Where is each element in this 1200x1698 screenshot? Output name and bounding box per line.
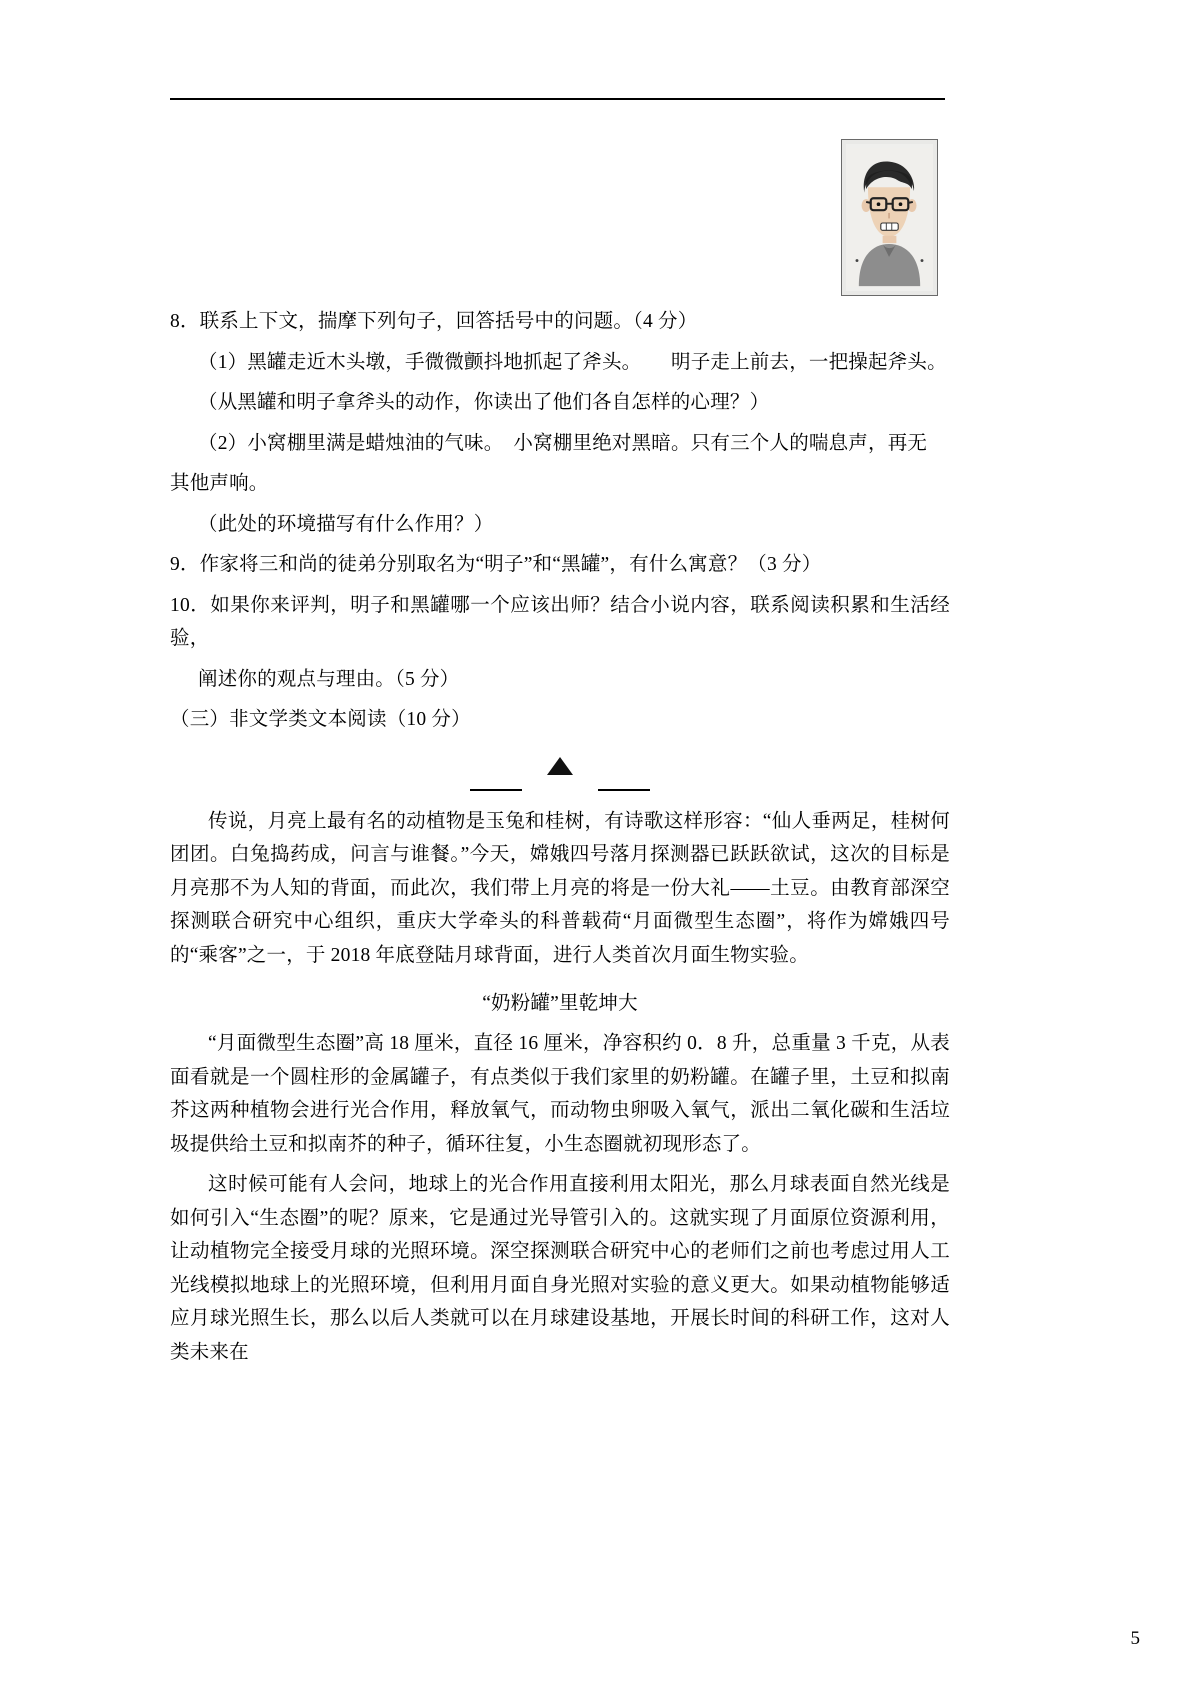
title-rule-left <box>470 789 522 791</box>
question-8-stem: 8．联系上下文，揣摩下列句子，回答括号中的问题。（4 分） <box>170 311 698 332</box>
article-paragraph-1: 传说，月亮上最有名的动植物是玉兔和桂树，有诗歌这样形容：“仙人垂两足，桂树何团团。白兔捣药成，问言与谁餐。”今天，嫦娥四号落月探测器已跃跃欲试，这次的目标是月亮那不为人知的背面，而此次，我们带上月亮的将是一份大礼——土豆。由教育部深空探测联合研究中心组织，重庆大学牵头的科普载荷“月面微型生态圈”，将作为嫦娥四号的“乘客”之一，于 2018 年底登陆月球背面，进行人类首次月面生物实验。 <box>170 810 950 966</box>
avatar <box>841 139 938 296</box>
question-8-part-2-prompt: （此处的环境描写有什么作用？） <box>198 513 494 535</box>
article-subheading: “奶粉罐”里乾坤大 <box>482 992 638 1014</box>
question-8-part-1: （1）黑罐走近木头墩，手微微颤抖地抓起了斧头。 明子走上前去，一把操起斧头。 <box>198 351 947 373</box>
article-paragraph-3: 这时候可能有人会问，地球上的光合作用直接利用太阳光，那么月球表面自然光线是如何引入“生态圈”的呢？原来，它是通过光导管引入的。这就实现了月面原位资源利用，让动植物完全接受月球的光照环境。深空探测联合研究中心的老师们之前也考虑过用人工光线模拟地球上的光照环境，但利用月面自身光照对实验的意义更大。如果动植物能够适应月球光照生长，那么以后人类就可以在月球建设基地，开展长时间的科研工作，这对人类未来在 <box>170 1174 950 1363</box>
question-10-cont: 阐述你的观点与理由。（5 分） <box>198 668 460 690</box>
article-title-blank <box>170 755 950 797</box>
question-8-part-1-prompt: （从黑罐和明子拿斧头的动作，你读出了他们各自怎样的心理？） <box>198 392 770 414</box>
page-number: 5 <box>1130 1628 1140 1649</box>
question-8-part-2: （2）小窝棚里满是蜡烛油的气味。 小窝棚里绝对黑暗。只有三个人的喘息声，再无 <box>198 432 928 454</box>
document-body <box>170 305 950 1376</box>
question-10-stem: 10．如果你来评判，明子和黑罐哪一个应该出师？结合小说内容，联系阅读积累和生活经验， <box>170 594 950 650</box>
article-paragraph-2: “月面微型生态圈”高 18 厘米，直径 16 厘米，净容积约 0．8 升，总重量 3 千克，从表面看就是一个圆柱形的金属罐子，有点类似于我们家里的奶粉罐。在罐子里，土豆和拟南芥这两种植物会进行光合作用，释放氧气，而动物虫卵吸入氧气，派出二氧化碳和生活垃圾提供给土豆和拟南芥的种子，循环往复，小生态圈就初现形态了。 <box>170 1033 950 1155</box>
title-rule-right <box>598 789 650 791</box>
section-heading: （三）非文学类文本阅读（10 分） <box>170 709 471 731</box>
question-9-stem: 9．作家将三和尚的徒弟分别取名为“明子”和“黑罐”，有什么寓意？（3 分） <box>170 554 822 576</box>
question-8-part-2-cont: 其他声响。 <box>170 473 269 495</box>
cartoon-boy-portrait-icon <box>846 144 933 291</box>
avatar-image <box>846 144 933 291</box>
triangle-marker-icon <box>547 757 573 775</box>
header-divider <box>170 98 945 100</box>
